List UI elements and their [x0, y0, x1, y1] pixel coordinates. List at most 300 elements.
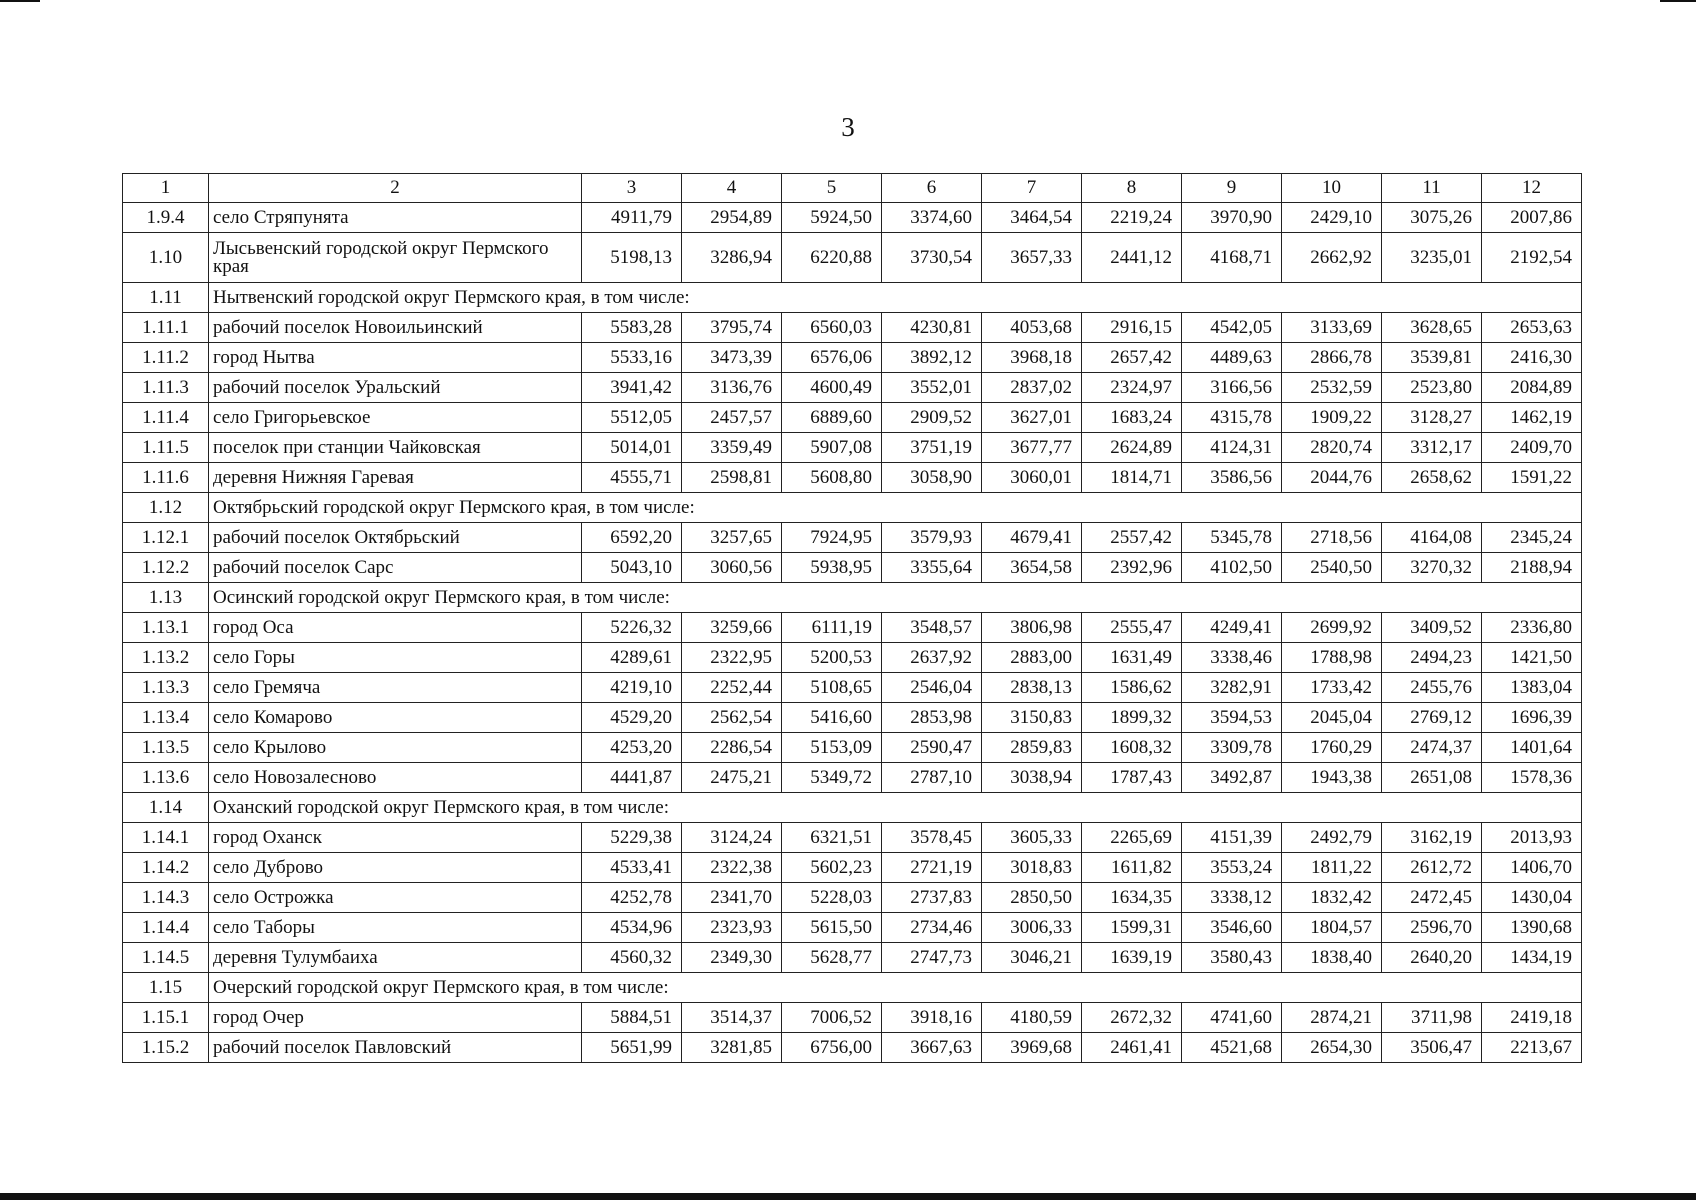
- value-cell: 2654,30: [1282, 1033, 1382, 1063]
- section-title: Очерский городской округ Пермского края, в том числе:: [209, 973, 1582, 1003]
- value-cell: 1390,68: [1482, 913, 1582, 943]
- settlement-name: деревня Нижняя Гаревая: [209, 463, 582, 493]
- value-cell: 1909,22: [1282, 403, 1382, 433]
- value-cell: 3018,83: [982, 853, 1082, 883]
- value-cell: 4534,96: [582, 913, 682, 943]
- value-cell: 3133,69: [1282, 313, 1382, 343]
- value-cell: 3282,91: [1182, 673, 1282, 703]
- value-cell: 2838,13: [982, 673, 1082, 703]
- value-cell: 2475,21: [682, 763, 782, 793]
- value-cell: 3918,16: [882, 1003, 982, 1033]
- value-cell: 1383,04: [1482, 673, 1582, 703]
- value-cell: 3711,98: [1382, 1003, 1482, 1033]
- value-cell: 3281,85: [682, 1033, 782, 1063]
- value-cell: 3657,33: [982, 233, 1082, 283]
- value-cell: 3730,54: [882, 233, 982, 283]
- page-number: 3: [841, 112, 855, 142]
- value-cell: 2637,92: [882, 643, 982, 673]
- value-cell: 6321,51: [782, 823, 882, 853]
- value-cell: 2718,56: [1282, 523, 1382, 553]
- value-cell: 1733,42: [1282, 673, 1382, 703]
- column-number-header: 12: [1482, 174, 1582, 203]
- value-cell: 2349,30: [682, 943, 782, 973]
- row-number: 1.15.1: [123, 1003, 209, 1033]
- value-cell: 2084,89: [1482, 373, 1582, 403]
- value-cell: 3046,21: [982, 943, 1082, 973]
- value-cell: 2853,98: [882, 703, 982, 733]
- scan-corner-mark: [1660, 0, 1696, 2]
- value-cell: 4124,31: [1182, 433, 1282, 463]
- value-cell: 3627,01: [982, 403, 1082, 433]
- value-cell: 3473,39: [682, 343, 782, 373]
- value-cell: 2219,24: [1082, 203, 1182, 233]
- settlement-name: село Крылово: [209, 733, 582, 763]
- value-cell: 5533,16: [582, 343, 682, 373]
- value-cell: 5512,05: [582, 403, 682, 433]
- value-cell: 7924,95: [782, 523, 882, 553]
- value-cell: 1599,31: [1082, 913, 1182, 943]
- value-cell: 2866,78: [1282, 343, 1382, 373]
- section-row: [123, 493, 1582, 523]
- value-cell: 3654,58: [982, 553, 1082, 583]
- value-cell: 5226,32: [582, 613, 682, 643]
- value-cell: 2590,47: [882, 733, 982, 763]
- value-cell: 4249,41: [1182, 613, 1282, 643]
- table-row: [123, 673, 1582, 703]
- section-row: [123, 973, 1582, 1003]
- value-cell: 1683,24: [1082, 403, 1182, 433]
- value-cell: 5014,01: [582, 433, 682, 463]
- value-cell: 1760,29: [1282, 733, 1382, 763]
- table-row: [123, 403, 1582, 433]
- value-cell: 3128,27: [1382, 403, 1482, 433]
- row-number: 1.11.2: [123, 343, 209, 373]
- value-cell: 4253,20: [582, 733, 682, 763]
- row-number: 1.15: [123, 973, 209, 1003]
- value-cell: 5651,99: [582, 1033, 682, 1063]
- value-cell: 4219,10: [582, 673, 682, 703]
- table-row: [123, 913, 1582, 943]
- value-cell: 4230,81: [882, 313, 982, 343]
- value-cell: 2192,54: [1482, 233, 1582, 283]
- value-cell: 2409,70: [1482, 433, 1582, 463]
- column-number-header: 5: [782, 174, 882, 203]
- table-row: [123, 1033, 1582, 1063]
- row-number: 1.11.4: [123, 403, 209, 433]
- value-cell: 5608,80: [782, 463, 882, 493]
- value-cell: 4289,61: [582, 643, 682, 673]
- value-cell: 3677,77: [982, 433, 1082, 463]
- value-cell: 3492,87: [1182, 763, 1282, 793]
- value-cell: 3552,01: [882, 373, 982, 403]
- row-number: 1.9.4: [123, 203, 209, 233]
- value-cell: 6560,03: [782, 313, 882, 343]
- value-cell: 1804,57: [1282, 913, 1382, 943]
- column-number-header: 4: [682, 174, 782, 203]
- value-cell: 3546,60: [1182, 913, 1282, 943]
- value-cell: 1608,32: [1082, 733, 1182, 763]
- settlement-name: село Комарово: [209, 703, 582, 733]
- value-cell: 3235,01: [1382, 233, 1482, 283]
- value-cell: 3586,56: [1182, 463, 1282, 493]
- settlement-name: рабочий поселок Новоильинский: [209, 313, 582, 343]
- settlement-name: город Оханск: [209, 823, 582, 853]
- value-cell: 2322,38: [682, 853, 782, 883]
- settlement-name: село Григорьевское: [209, 403, 582, 433]
- row-number: 1.12.1: [123, 523, 209, 553]
- value-cell: 3270,32: [1382, 553, 1482, 583]
- row-number: 1.10: [123, 233, 209, 283]
- value-cell: 3058,90: [882, 463, 982, 493]
- value-cell: 3136,76: [682, 373, 782, 403]
- table-row: [123, 943, 1582, 973]
- settlement-name: село Стряпунята: [209, 203, 582, 233]
- value-cell: 1838,40: [1282, 943, 1382, 973]
- column-number-header: 1: [123, 174, 209, 203]
- value-cell: 5229,38: [582, 823, 682, 853]
- value-cell: 3150,83: [982, 703, 1082, 733]
- settlement-name: село Горы: [209, 643, 582, 673]
- value-cell: 2546,04: [882, 673, 982, 703]
- value-cell: 1899,32: [1082, 703, 1182, 733]
- value-cell: 1462,19: [1482, 403, 1582, 433]
- settlement-name: деревня Тулумбаиха: [209, 943, 582, 973]
- value-cell: 1814,71: [1082, 463, 1182, 493]
- value-cell: 2416,30: [1482, 343, 1582, 373]
- table-row: [123, 883, 1582, 913]
- settlement-name: село Дуброво: [209, 853, 582, 883]
- value-cell: 6889,60: [782, 403, 882, 433]
- settlement-name: село Гремяча: [209, 673, 582, 703]
- settlement-name: рабочий поселок Уральский: [209, 373, 582, 403]
- value-cell: 2555,47: [1082, 613, 1182, 643]
- value-cell: 4441,87: [582, 763, 682, 793]
- table-row: [123, 433, 1582, 463]
- value-cell: 2286,54: [682, 733, 782, 763]
- column-number-header: 8: [1082, 174, 1182, 203]
- table-row: [123, 373, 1582, 403]
- value-cell: 2322,95: [682, 643, 782, 673]
- value-cell: 2461,41: [1082, 1033, 1182, 1063]
- value-cell: 3605,33: [982, 823, 1082, 853]
- value-cell: 2787,10: [882, 763, 982, 793]
- row-number: 1.11.5: [123, 433, 209, 463]
- value-cell: 5416,60: [782, 703, 882, 733]
- value-cell: 7006,52: [782, 1003, 882, 1033]
- value-cell: 4533,41: [582, 853, 682, 883]
- value-cell: 2341,70: [682, 883, 782, 913]
- row-number: 1.14: [123, 793, 209, 823]
- table-row: [123, 703, 1582, 733]
- section-title: Октябрьский городской округ Пермского края, в том числе:: [209, 493, 1582, 523]
- value-cell: 2345,24: [1482, 523, 1582, 553]
- table-row: [123, 733, 1582, 763]
- row-number: 1.13.5: [123, 733, 209, 763]
- value-cell: 2557,42: [1082, 523, 1182, 553]
- value-cell: 5153,09: [782, 733, 882, 763]
- row-number: 1.14.3: [123, 883, 209, 913]
- value-cell: 2699,92: [1282, 613, 1382, 643]
- value-cell: 1611,82: [1082, 853, 1182, 883]
- row-number: 1.12.2: [123, 553, 209, 583]
- value-cell: 4560,32: [582, 943, 682, 973]
- value-cell: 3548,57: [882, 613, 982, 643]
- value-cell: 2494,23: [1382, 643, 1482, 673]
- row-number: 1.13.3: [123, 673, 209, 703]
- table-row: [123, 763, 1582, 793]
- value-cell: 2657,42: [1082, 343, 1182, 373]
- value-cell: 3409,52: [1382, 613, 1482, 643]
- table-header-row: [123, 174, 1582, 203]
- value-cell: 4102,50: [1182, 553, 1282, 583]
- value-cell: 2492,79: [1282, 823, 1382, 853]
- value-cell: 2820,74: [1282, 433, 1382, 463]
- column-number-header: 3: [582, 174, 682, 203]
- value-cell: 3060,01: [982, 463, 1082, 493]
- column-number-header: 10: [1282, 174, 1382, 203]
- value-cell: 3578,45: [882, 823, 982, 853]
- settlement-name: село Таборы: [209, 913, 582, 943]
- value-cell: 1434,19: [1482, 943, 1582, 973]
- value-cell: 2265,69: [1082, 823, 1182, 853]
- value-cell: 1943,38: [1282, 763, 1382, 793]
- value-cell: 1631,49: [1082, 643, 1182, 673]
- value-cell: 3075,26: [1382, 203, 1482, 233]
- value-cell: 2441,12: [1082, 233, 1182, 283]
- row-number: 1.14.5: [123, 943, 209, 973]
- value-cell: 6220,88: [782, 233, 882, 283]
- row-number: 1.11.3: [123, 373, 209, 403]
- column-number-header: 11: [1382, 174, 1482, 203]
- value-cell: 2672,32: [1082, 1003, 1182, 1033]
- value-cell: 2324,97: [1082, 373, 1182, 403]
- tariff-table: [122, 173, 1582, 1063]
- value-cell: 5345,78: [1182, 523, 1282, 553]
- value-cell: 3374,60: [882, 203, 982, 233]
- row-number: 1.13.6: [123, 763, 209, 793]
- value-cell: 2419,18: [1482, 1003, 1582, 1033]
- row-number: 1.15.2: [123, 1033, 209, 1063]
- value-cell: 3968,18: [982, 343, 1082, 373]
- value-cell: 2769,12: [1382, 703, 1482, 733]
- value-cell: 3514,37: [682, 1003, 782, 1033]
- value-cell: 2954,89: [682, 203, 782, 233]
- value-cell: 3006,33: [982, 913, 1082, 943]
- value-cell: 3286,94: [682, 233, 782, 283]
- row-number: 1.14.4: [123, 913, 209, 943]
- value-cell: 5043,10: [582, 553, 682, 583]
- value-cell: 4600,49: [782, 373, 882, 403]
- settlement-name: рабочий поселок Сарс: [209, 553, 582, 583]
- value-cell: 2540,50: [1282, 553, 1382, 583]
- value-cell: 1696,39: [1482, 703, 1582, 733]
- value-cell: 2336,80: [1482, 613, 1582, 643]
- value-cell: 2624,89: [1082, 433, 1182, 463]
- value-cell: 3579,93: [882, 523, 982, 553]
- value-cell: 1639,19: [1082, 943, 1182, 973]
- value-cell: 2734,46: [882, 913, 982, 943]
- value-cell: 2188,94: [1482, 553, 1582, 583]
- value-cell: 3257,65: [682, 523, 782, 553]
- value-cell: 2612,72: [1382, 853, 1482, 883]
- table-row: [123, 203, 1582, 233]
- value-cell: 5228,03: [782, 883, 882, 913]
- value-cell: 3892,12: [882, 343, 982, 373]
- value-cell: 4053,68: [982, 313, 1082, 343]
- value-cell: 2455,76: [1382, 673, 1482, 703]
- value-cell: 5200,53: [782, 643, 882, 673]
- row-number: 1.14.1: [123, 823, 209, 853]
- value-cell: 2474,37: [1382, 733, 1482, 763]
- value-cell: 1406,70: [1482, 853, 1582, 883]
- value-cell: 3628,65: [1382, 313, 1482, 343]
- value-cell: 5938,95: [782, 553, 882, 583]
- value-cell: 3259,66: [682, 613, 782, 643]
- table-row: [123, 313, 1582, 343]
- row-number: 1.13: [123, 583, 209, 613]
- value-cell: 4180,59: [982, 1003, 1082, 1033]
- value-cell: 4529,20: [582, 703, 682, 733]
- table-row: [123, 343, 1582, 373]
- value-cell: 3355,64: [882, 553, 982, 583]
- value-cell: 4679,41: [982, 523, 1082, 553]
- table-row: [123, 853, 1582, 883]
- value-cell: 3969,68: [982, 1033, 1082, 1063]
- table-row: [123, 523, 1582, 553]
- value-cell: 4252,78: [582, 883, 682, 913]
- value-cell: 3594,53: [1182, 703, 1282, 733]
- table-row: [123, 233, 1582, 283]
- value-cell: 2640,20: [1382, 943, 1482, 973]
- value-cell: 5583,28: [582, 313, 682, 343]
- column-number-header: 7: [982, 174, 1082, 203]
- row-number: 1.13.2: [123, 643, 209, 673]
- value-cell: 2747,73: [882, 943, 982, 973]
- value-cell: 1430,04: [1482, 883, 1582, 913]
- settlement-name: Лысьвенский городской округ Пермского края: [209, 233, 582, 283]
- table-row: [123, 613, 1582, 643]
- row-number: 1.13.1: [123, 613, 209, 643]
- value-cell: 3309,78: [1182, 733, 1282, 763]
- value-cell: 1634,35: [1082, 883, 1182, 913]
- row-number: 1.14.2: [123, 853, 209, 883]
- value-cell: 5907,08: [782, 433, 882, 463]
- value-cell: 2916,15: [1082, 313, 1182, 343]
- value-cell: 4911,79: [582, 203, 682, 233]
- settlement-name: село Острожка: [209, 883, 582, 913]
- value-cell: 2252,44: [682, 673, 782, 703]
- value-cell: 2662,92: [1282, 233, 1382, 283]
- value-cell: 4489,63: [1182, 343, 1282, 373]
- table-row: [123, 823, 1582, 853]
- column-number-header: 2: [209, 174, 582, 203]
- value-cell: 2721,19: [882, 853, 982, 883]
- settlement-name: город Оса: [209, 613, 582, 643]
- value-cell: 2007,86: [1482, 203, 1582, 233]
- value-cell: 3580,43: [1182, 943, 1282, 973]
- value-cell: 2883,00: [982, 643, 1082, 673]
- value-cell: 4315,78: [1182, 403, 1282, 433]
- table-row: [123, 553, 1582, 583]
- value-cell: 2651,08: [1382, 763, 1482, 793]
- value-cell: 5628,77: [782, 943, 882, 973]
- value-cell: 3359,49: [682, 433, 782, 463]
- settlement-name: рабочий поселок Павловский: [209, 1033, 582, 1063]
- value-cell: 1401,64: [1482, 733, 1582, 763]
- settlement-name: рабочий поселок Октябрьский: [209, 523, 582, 553]
- scan-edge-line: [0, 1193, 1696, 1200]
- value-cell: 4521,68: [1182, 1033, 1282, 1063]
- column-number-header: 9: [1182, 174, 1282, 203]
- section-row: [123, 283, 1582, 313]
- section-title: Осинский городской округ Пермского края, в том числе:: [209, 583, 1582, 613]
- value-cell: 3038,94: [982, 763, 1082, 793]
- row-number: 1.12: [123, 493, 209, 523]
- value-cell: 2013,93: [1482, 823, 1582, 853]
- value-cell: 4741,60: [1182, 1003, 1282, 1033]
- value-cell: 1578,36: [1482, 763, 1582, 793]
- value-cell: 4168,71: [1182, 233, 1282, 283]
- value-cell: 2523,80: [1382, 373, 1482, 403]
- value-cell: 3667,63: [882, 1033, 982, 1063]
- value-cell: 2598,81: [682, 463, 782, 493]
- value-cell: 1788,98: [1282, 643, 1382, 673]
- value-cell: 1591,22: [1482, 463, 1582, 493]
- value-cell: 6756,00: [782, 1033, 882, 1063]
- value-cell: 3338,12: [1182, 883, 1282, 913]
- value-cell: 3312,17: [1382, 433, 1482, 463]
- value-cell: 3060,56: [682, 553, 782, 583]
- value-cell: 3553,24: [1182, 853, 1282, 883]
- value-cell: 6111,19: [782, 613, 882, 643]
- scan-corner-mark: [0, 0, 40, 2]
- column-number-header: 6: [882, 174, 982, 203]
- table-row: [123, 1003, 1582, 1033]
- value-cell: 2392,96: [1082, 553, 1182, 583]
- table-row: [123, 463, 1582, 493]
- value-cell: 2472,45: [1382, 883, 1482, 913]
- section-row: [123, 583, 1582, 613]
- value-cell: 5349,72: [782, 763, 882, 793]
- value-cell: 2532,59: [1282, 373, 1382, 403]
- value-cell: 4151,39: [1182, 823, 1282, 853]
- value-cell: 6592,20: [582, 523, 682, 553]
- value-cell: 2653,63: [1482, 313, 1582, 343]
- value-cell: 6576,06: [782, 343, 882, 373]
- row-number: 1.11.6: [123, 463, 209, 493]
- settlement-name: город Нытва: [209, 343, 582, 373]
- value-cell: 3124,24: [682, 823, 782, 853]
- value-cell: 4555,71: [582, 463, 682, 493]
- value-cell: 2737,83: [882, 883, 982, 913]
- value-cell: 2596,70: [1382, 913, 1482, 943]
- value-cell: 5884,51: [582, 1003, 682, 1033]
- value-cell: 2837,02: [982, 373, 1082, 403]
- value-cell: 2429,10: [1282, 203, 1382, 233]
- value-cell: 3506,47: [1382, 1033, 1482, 1063]
- value-cell: 2457,57: [682, 403, 782, 433]
- value-cell: 2213,67: [1482, 1033, 1582, 1063]
- section-title: Нытвенский городской округ Пермского края, в том числе:: [209, 283, 1582, 313]
- value-cell: 2562,54: [682, 703, 782, 733]
- value-cell: 4164,08: [1382, 523, 1482, 553]
- value-cell: 5108,65: [782, 673, 882, 703]
- value-cell: 3941,42: [582, 373, 682, 403]
- value-cell: 3464,54: [982, 203, 1082, 233]
- value-cell: 5615,50: [782, 913, 882, 943]
- value-cell: 5924,50: [782, 203, 882, 233]
- table-row: [123, 643, 1582, 673]
